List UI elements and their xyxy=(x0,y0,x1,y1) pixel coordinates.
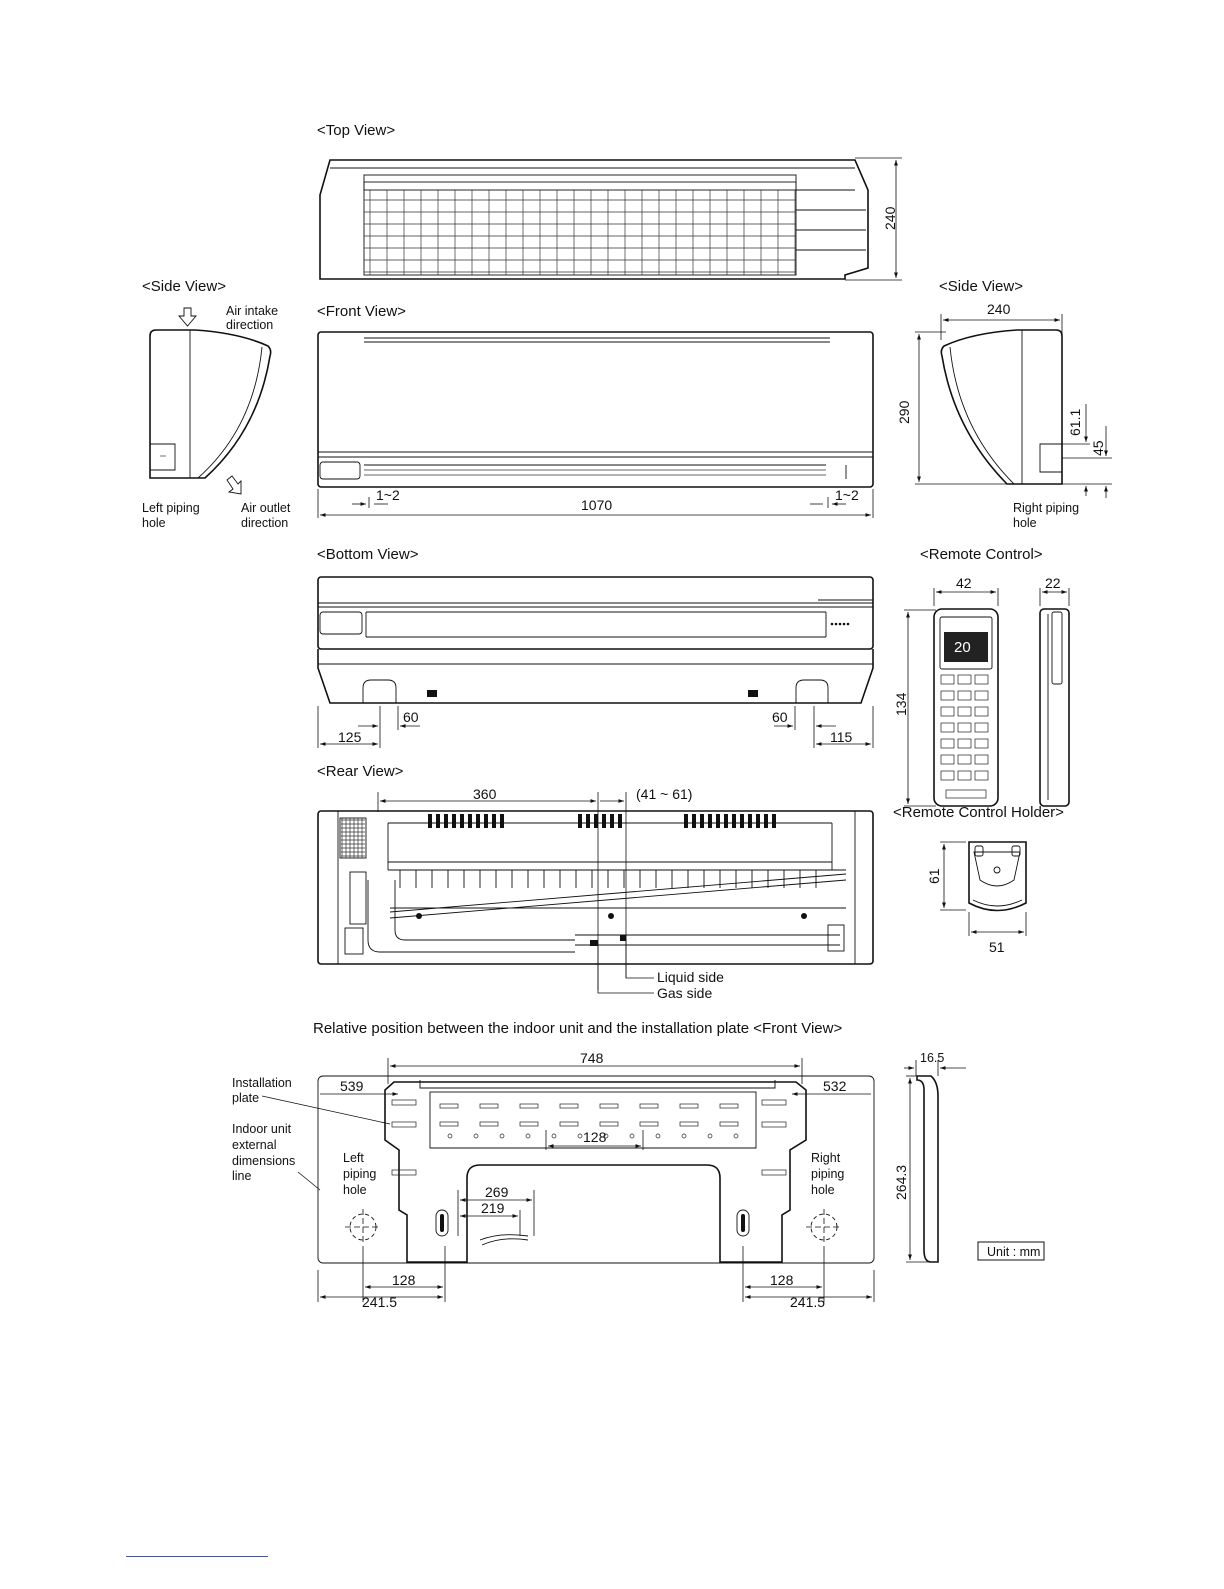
remote-height-label: 134 xyxy=(893,692,909,716)
holder-dimensions xyxy=(926,842,1026,955)
holder-title: <Remote Control Holder> xyxy=(893,804,1064,821)
left-side-view-drawing xyxy=(150,330,271,478)
right-hole-label-1: Right xyxy=(811,1151,841,1165)
top-depth-label: 240 xyxy=(882,206,898,230)
front-gap-left-label: 1~2 xyxy=(376,487,400,503)
bottom-115-label: 115 xyxy=(830,729,853,745)
remote-control-drawing xyxy=(934,609,1069,806)
right-piping-label-2: hole xyxy=(1013,516,1037,530)
air-outlet-label-2: direction xyxy=(241,516,289,530)
bottom-dimensions xyxy=(318,706,873,748)
rear-view-drawing xyxy=(318,811,873,964)
remote-control-title: <Remote Control> xyxy=(920,546,1043,563)
front-view-drawing xyxy=(318,332,873,487)
right-piping-label-1: Right piping xyxy=(1013,501,1080,515)
air-outlet-label-1: Air outlet xyxy=(241,501,291,515)
installation-plate-drawing xyxy=(318,1076,874,1263)
holder-width-label: 51 xyxy=(989,939,1005,955)
plate-219-label: 219 xyxy=(481,1200,505,1216)
gas-side-label: Gas side xyxy=(657,985,713,1001)
right-hole-label-2: piping xyxy=(811,1167,845,1181)
left-side-view-title: <Side View> xyxy=(142,278,226,295)
bottom-view-title: <Bottom View> xyxy=(317,546,419,563)
holder-drawing xyxy=(969,842,1026,911)
installation-title: Relative position between the indoor unit and the installation plate <Front View> xyxy=(313,1020,843,1037)
plate-label-2: plate xyxy=(232,1091,260,1105)
air-outlet-arrow-icon xyxy=(227,476,241,494)
unit-line-label-3: dimensions xyxy=(232,1154,296,1168)
left-hole-label-2: piping xyxy=(343,1167,377,1181)
plate-748-label: 748 xyxy=(580,1050,604,1066)
remote-depth-label: 22 xyxy=(1045,575,1061,591)
plate-165-label: 16.5 xyxy=(920,1051,945,1065)
plate-side-profile xyxy=(893,1051,966,1262)
plate-2415-left-label: 241.5 xyxy=(362,1294,398,1310)
bottom-125-label: 125 xyxy=(338,729,362,745)
air-intake-label-2: direction xyxy=(226,318,274,332)
front-width-dimension xyxy=(318,487,873,518)
plate-2415-right-label: 241.5 xyxy=(790,1294,826,1310)
top-view-drawing xyxy=(320,160,868,279)
left-piping-label-2: hole xyxy=(142,516,166,530)
bottom-view-drawing xyxy=(318,577,873,703)
air-intake-arrow-icon xyxy=(179,308,196,326)
right-side-view-title: <Side View> xyxy=(939,278,1023,295)
unit-line-label-1: Indoor unit xyxy=(232,1122,292,1136)
front-view-title: <Front View> xyxy=(317,303,406,320)
svg-text:20: 20 xyxy=(954,639,971,656)
plate-532-label: 532 xyxy=(823,1078,847,1094)
plate-128-right-label: 128 xyxy=(770,1272,794,1288)
top-depth-dimension xyxy=(845,158,902,280)
front-width-label: 1070 xyxy=(581,497,613,513)
right-side-611-label: 61.1 xyxy=(1067,408,1083,436)
unit-line-label-4: line xyxy=(232,1169,252,1183)
right-side-width-label: 240 xyxy=(987,301,1011,317)
air-intake-label-1: Air intake xyxy=(226,304,279,318)
plate-128-left-label: 128 xyxy=(392,1272,416,1288)
right-hole-label-3: hole xyxy=(811,1183,835,1197)
front-gap-right-label: 1~2 xyxy=(835,487,859,503)
right-side-view-drawing xyxy=(941,330,1062,484)
right-side-45-label: 45 xyxy=(1090,440,1106,456)
top-view-title: <Top View> xyxy=(317,122,396,139)
unit-note-label: Unit : mm xyxy=(987,1245,1041,1259)
right-side-width-dimension xyxy=(941,314,1062,340)
remote-width-label: 42 xyxy=(956,575,972,591)
plate-128-top-label: 128 xyxy=(583,1129,607,1145)
rear-41-61-label: (41 ~ 61) xyxy=(636,786,693,802)
plate-539-label: 539 xyxy=(340,1078,364,1094)
right-side-height-label: 290 xyxy=(896,400,912,424)
bottom-60-left-label: 60 xyxy=(403,709,419,725)
bottom-60-right-label: 60 xyxy=(772,709,788,725)
holder-height-label: 61 xyxy=(926,868,942,884)
plate-2643-label: 264.3 xyxy=(893,1164,909,1200)
rear-view-dimensions xyxy=(378,786,692,990)
rear-view-title: <Rear View> xyxy=(317,763,404,780)
plate-label-1: Installation xyxy=(232,1076,292,1090)
left-piping-label-1: Left piping xyxy=(142,501,200,515)
unit-line-label-2: external xyxy=(232,1138,277,1152)
liquid-side-label: Liquid side xyxy=(657,969,724,985)
left-hole-label-1: Left xyxy=(343,1151,364,1165)
left-hole-label-3: hole xyxy=(343,1183,367,1197)
rear-360-label: 360 xyxy=(473,786,497,802)
footer-rule xyxy=(126,1556,268,1557)
plate-269-label: 269 xyxy=(485,1184,509,1200)
